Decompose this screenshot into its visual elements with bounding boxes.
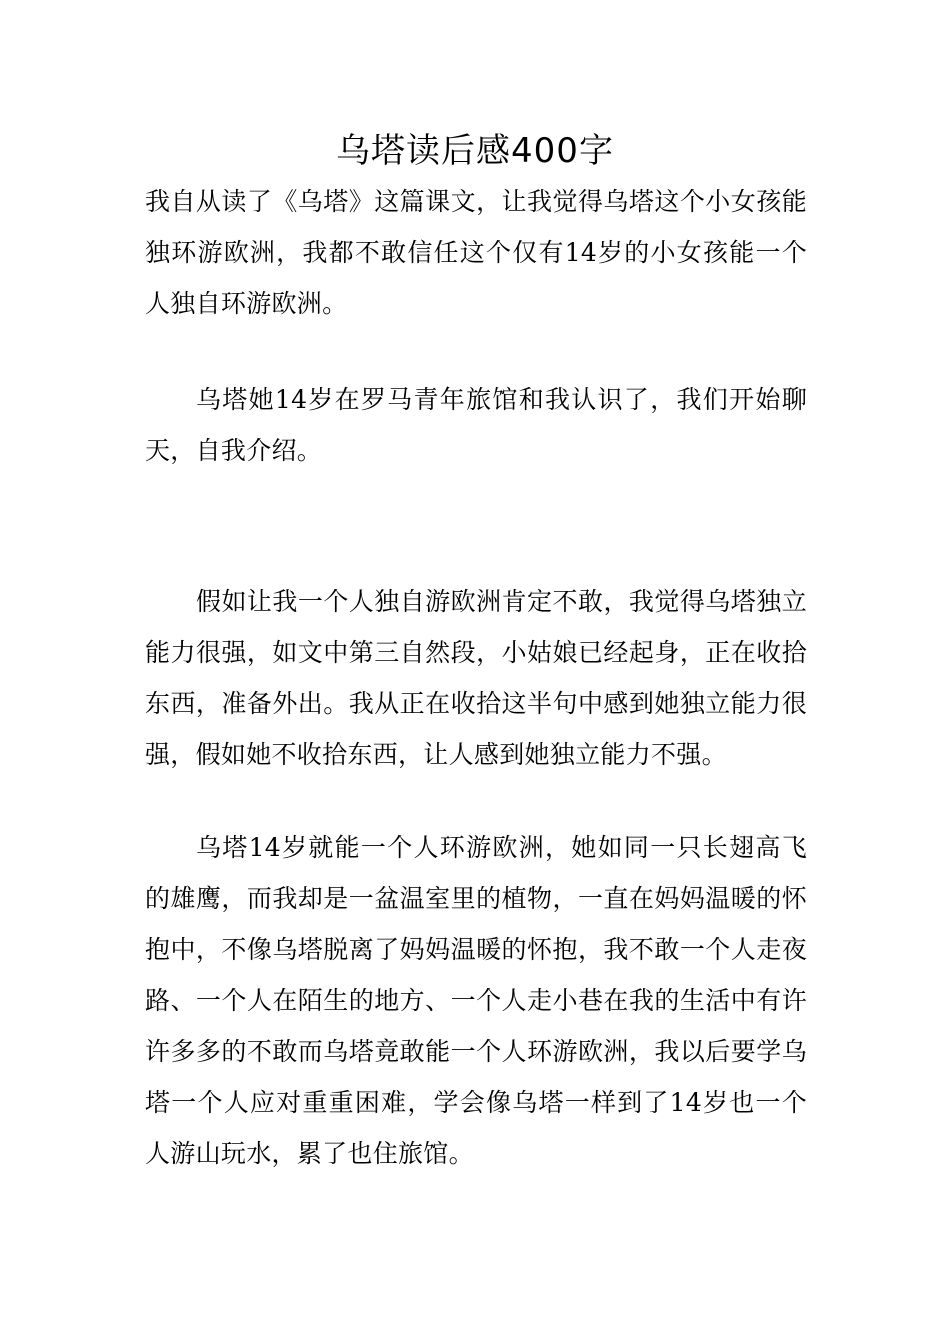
paragraph-4: 乌塔14岁就能一个人环游欧洲，她如同一只长翅高飞的雄鹰，而我却是一盆温室里的植物，一直在妈妈温暖的怀抱中，不像乌塔脱离了妈妈温暖的怀抱，我不敢一个人走夜路、一个人在陌生的地方、一个人走小巷在我的生活中有许许多多的不敢而乌塔竟敢能一个人环游欧洲，我以后要学乌塔一个人应对重重困难，学会像乌塔一样到了14岁也一个人游山玩水，累了也住旅馆。 (145, 833, 807, 1168)
paragraph-3: 假如让我一个人独自游欧洲肯定不敢，我觉得乌塔独立能力很强，如文中第三自然段，小姑娘已经起身，正在收拾东西，准备外出。我从正在收拾这半句中感到她独立能力很强，假如她不收拾东西，让人感到她独立能力不强。 (145, 587, 807, 769)
document-title: 乌塔读后感400字 (336, 131, 614, 171)
paragraph-2: 乌塔她14岁在罗马青年旅馆和我认识了，我们开始聊天，自我介绍。 (145, 385, 807, 465)
paragraph-1: 我自从读了《乌塔》这篇课文，让我觉得乌塔这个小女孩能独环游欧洲，我都不敢信任这个仅有14岁的小女孩能一个人独自环游欧洲。 (145, 187, 807, 318)
